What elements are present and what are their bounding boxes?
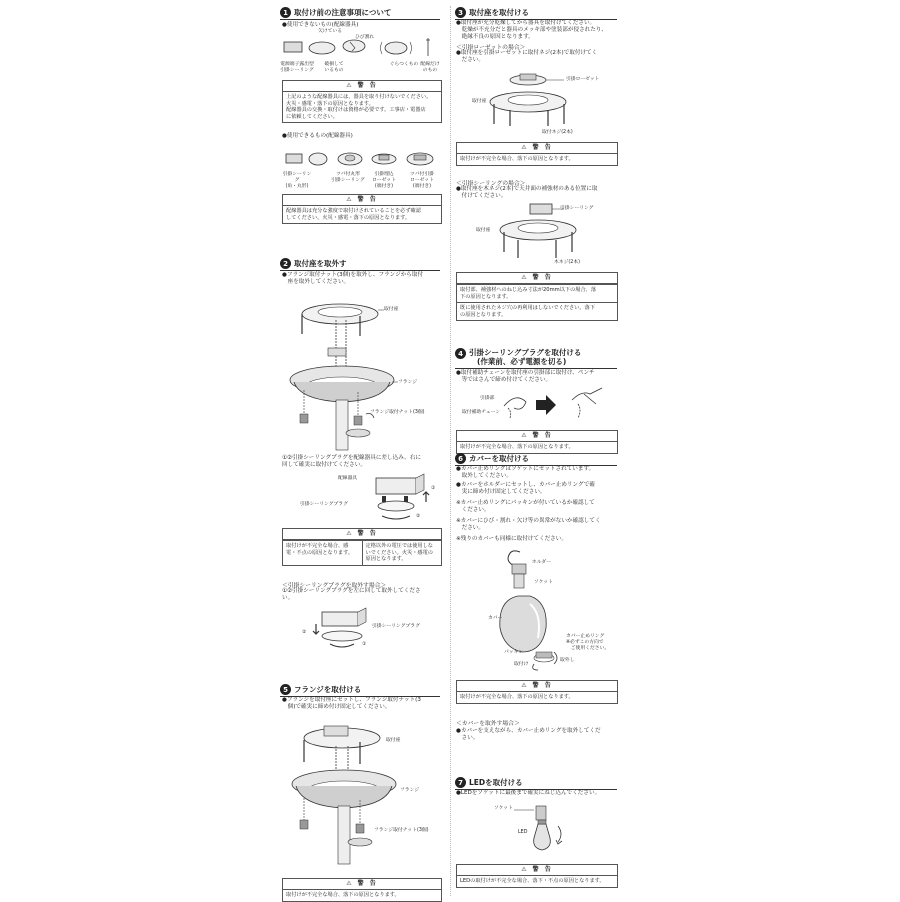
warning-body: 取付けが不完全な場合、落下の原因となります。 [286,892,400,898]
cover-removal-heading: ＜カバーを取外す場合＞ [456,721,520,727]
section-4-title [455,348,617,368]
cover-item-5: ※残りのカバーも同様に取付けてください。 [456,536,567,542]
rosette-mount-illustration [480,68,580,138]
flange-removal-illustration [280,290,450,470]
cover-ring-label: カバー止めリング ※必ずこの方向で ご使用ください。 [566,634,610,651]
plug-removal-text: ①②引掛シーリングプラグを左に回して取外してくださ い。 [282,588,421,601]
warning-triangle-icon: ⚠ [521,273,529,281]
warning-body: 上記のような配線器具には、器具を取り付けないでください。 火災・感電・落下の原因となります。 配線器具の交換・取付けは資格が必要です。工事店・電器店 に依頼してください。 [286,94,432,120]
warning-triangle-icon: ⚠ [521,431,529,439]
step-two-mark: ② [416,514,421,519]
plug-attach-illustration [370,474,440,522]
section-2-body: ●フランジ取付ナット(3個)を取外し、フランジから取付 座を取外してください。 [282,272,424,285]
warning-body: 取付けが不完全な場合、落下の原因となります。 [460,444,574,450]
usable-label-3: 引掛埋込 ローゼット (端付き) [372,172,396,189]
warning-row: 取付部、補強材へのねじ込み寸法が20mm以下の場合、落 下の原因となります。 [460,287,597,300]
plug-step-text: ①②引掛シーリングプラグを配線器具に差し込み、右に 回して確実に取付けてください。 [282,455,421,468]
step-one-mark: ① [431,486,436,491]
section-number: 7 [455,777,466,788]
base-label: 取付座 [384,307,399,312]
warning-triangle-icon: ⚠ [346,81,354,89]
column-divider [450,6,451,896]
usable-fixtures-illustration [282,148,442,170]
warning-box-3a: ⚠ 警 告 取付けが不完全な場合、落下の原因となります。 [456,142,618,166]
section-title-text: 取付座を取外す [294,259,347,268]
section-2-title [280,257,440,270]
plug-removal-heading: ＜引掛シーリングプラグを取外す場合＞ [282,583,387,589]
screw-label: 取付ネジ(2本) [542,130,573,135]
warning-body: 配線器具は充分な強度で取付けされていることを必ず確認 してください。火災・感電・落下の原因となります。 [286,208,421,221]
base-label: 取付座 [472,99,487,104]
plug-label: 引掛シーリングプラグ [300,502,348,507]
usable-label-2: ツバ付丸形 引掛シーリング [331,172,365,183]
warning-box-3: ⚠ 警 告 取付けが不完全な場合、感 電・不点の原因となります。 定格以外の電圧では使用しな いでください。火災・感電の 原因となります。 [282,528,442,566]
attach-label: 取付け [514,662,529,667]
base-label: 取付座 [386,738,401,743]
section-number: 1 [280,7,291,18]
flange-label: フランジ [400,788,420,793]
step-two-mark: ② [302,630,307,635]
step-one-mark: ① [362,642,367,647]
section-number: 3 [455,7,466,18]
warning-box-5: ⚠ 警 告 取付けが不完全な場合、落下の原因となります。 [282,878,442,902]
warning-cell: 定格以外の電圧では使用しな いでください。火災・感電の 原因となります。 [362,541,442,565]
base-label: 取付座 [476,228,491,233]
section-5-body: ●フランジを取付座にセットし、フランジ取付ナット(3 個)で確実に締め付け固定してください。 [282,697,421,710]
detach-label: 取外し [560,658,575,663]
usable-label-4: ツバ付引掛 ローゼット (端付き) [410,172,434,189]
ceiling-heading: ＜引掛シーリングの場合＞ [456,181,526,187]
cover-item-4: ※カバーにひび・割れ・欠け等の異常がないか確認してく ださい。 [456,518,601,531]
cover-item-1: ●カバー止めリングはソケットにセットされています。 取外してください。 [456,466,595,479]
section-title-text: 取付け前の注意事項について [294,8,392,17]
warning-box-7: ⚠ 警 告 LEDの取付けが不完全な場合、落下・不点の原因となります。 [456,864,618,888]
rosette-heading: ＜引掛ローゼットの場合＞ [456,45,526,51]
unusable-fixtures-illustration [282,36,442,62]
warning-box-6: ⚠ 警 告 取付けが不完全な場合、落下の原因となります。 [456,680,618,704]
warning-box-2: ⚠ 警 告 配線器具は充分な強度で取付けされていることを必ず確認 してください。火災・感電・落下の原因となります。 [282,194,442,224]
warning-box-3b: ⚠ 警 告 取付部、補強材へのねじ込み寸法が20mm以下の場合、落 下の原因となります。 既に使用されたネジ穴の再利用はしないでください。落下 の原因となります。 [456,272,618,321]
warning-triangle-icon: ⚠ [521,865,529,873]
ceiling-label: 引掛シーリング [560,206,594,211]
unusable-label-3: ぐらつくもの [389,62,419,67]
socket-label: ソケット [534,580,553,585]
section-3-title [455,6,617,19]
led-label: LED [518,830,528,835]
warning-triangle-icon: ⚠ [346,195,354,203]
usable-heading: ●使用できるもの(配線器具) [282,133,353,139]
hook-label: 引掛部 [480,396,495,401]
led-socket-label: ソケット [494,806,513,811]
unusable-label-1: 電源端子露出型 引掛シーリング [280,62,314,73]
section-number: 4 [455,348,466,359]
rosette-label: 引掛ローゼット [566,77,600,82]
section-number: 5 [280,684,291,695]
chain-label: 取付補助チェーン [462,410,501,415]
ceiling-text: ●取付座を木ネジ(2本)で天井面の補強材のある位置に取 付けてください。 [456,186,598,199]
warning-box-4: ⚠ 警 告 取付けが不完全な場合、落下の原因となります。 [456,430,618,454]
unusable-label-2: 破損して いるもの [324,62,344,73]
section-title-text: カバーを取付ける [469,454,529,463]
section-title-text: 取付座を取付ける [469,8,529,17]
section-number: 2 [280,258,291,269]
fixture-label: 配線器具 [338,476,358,481]
section-title-text: LEDを取付ける [469,778,523,787]
warning-cell: 取付けが不完全な場合、感 電・不点の原因となります。 [286,543,354,556]
warning-triangle-icon: ⚠ [521,681,529,689]
section-1-title [280,6,440,19]
plug-removal-label: 引掛シーリングプラグ [372,624,420,629]
section-3-body: ●取付座が充分乾燥してから器具を取付けてください。 乾燥が不充分だと器具のメッキ部や塗装部が侵されたり、 絶縁不良の原因となります。 [456,20,608,40]
rosette-text: ●取付座を引掛ローゼットに取付ネジ(2本)で取付けてく ださい。 [456,50,598,63]
warning-body: 取付けが不完全な場合、落下の原因となります。 [460,156,574,162]
section-subtitle-text: (作業前、必ず電源を切る) [477,357,567,366]
unusable-heading: ●使用できないもの(配線器具) [282,22,359,28]
warning-row: 既に使用されたネジ穴の再利用はしないでください。落下 の原因となります。 [460,305,595,318]
warning-body: LEDの取付けが不完全な場合、落下・不点の原因となります。 [460,878,605,884]
unusable-label-4: 配線だけ のもの [420,62,440,73]
cover-item-3: ※カバー止めリングにパッキンが付いているか確認して ください。 [456,500,595,513]
section-5-title [280,683,440,696]
warning-triangle-icon: ⚠ [346,879,354,887]
chain-attach-illustration [470,386,620,428]
unusable-top-label-2: ひび割れ [355,35,375,40]
packing-label: パッキン [504,650,524,655]
section-7-body: ●LEDをソケットに最後まで確実にねじ込んでください。 [456,790,601,796]
cover-label: カバー [488,616,503,621]
section-7-title [455,776,617,789]
warning-triangle-icon: ⚠ [346,529,354,537]
plug-removal-illustration [310,610,380,650]
section-4-body: ●取付補助チェーンを取付座の引掛部に取付け、ペンチ 等ではさんで締め付けてください。 [456,370,595,383]
warning-triangle-icon: ⚠ [521,143,529,151]
flange-nut-label: フランジ取付ナット(3個) [370,410,425,415]
cover-removal-text: ●カバーを支えながら、カバー止めリングを取外してくだ さい。 [456,728,601,741]
flange-nut-label: フランジ取付ナット(3個) [374,828,429,833]
usable-label-1: 引掛シーリング (角・丸形) [282,172,312,189]
flange-attach-illustration [280,716,450,876]
holder-label: ホルダー [532,560,551,565]
warning-box-1: ⚠ 警 告 上記のような配線器具には、器具を取り付けないでください。 火災・感電・落下の原因となります。 配線器具の交換・取付けは資格が必要です。工事店・電器店 に依頼してください。 [282,80,442,123]
flange-label: フランジ [398,380,418,385]
cover-item-2: ●カバーをホルダーにセットし、カバー止めリングで確 実に締め付け固定してください。 [456,482,595,495]
section-title-text: フランジを取付ける [294,685,362,694]
unusable-top-label-1: 欠けている [318,29,342,34]
warning-body: 取付けが不完全な場合、落下の原因となります。 [460,694,574,700]
wood-screw-label: 木ネジ(2本) [554,260,580,265]
section-number: 6 [455,453,466,464]
section-title-text: 引掛シーリングプラグを取付ける [469,348,582,357]
section-6-title [455,452,617,465]
